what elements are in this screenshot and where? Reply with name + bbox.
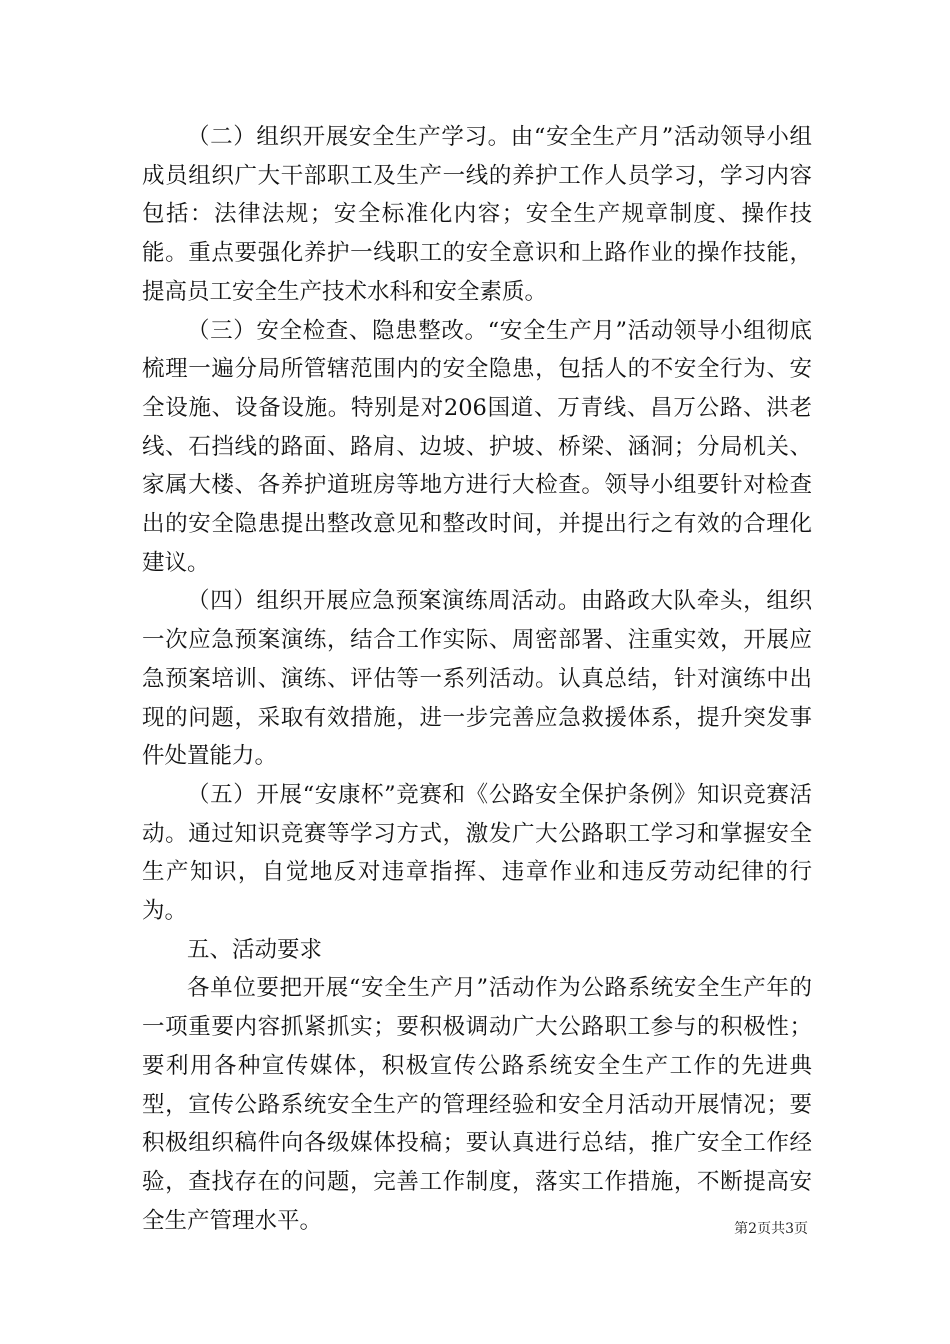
paragraph-requirements: 各单位要把开展“安全生产月”活动作为公路系统安全生产年的一项重要内容抓紧抓实；要积极调动广大公路职工参与的积极性；要利用各种宣传媒体，积极宣传公路系统安全生产工作的先进典型，宣传公路系统安全生产的管理经验和安全月活动开展情况；要积极组织稿件向各级媒体投稿；要认真进行总结，推广安全工作经验，查找存在的问题，完善工作制度，落实工作措施，不断提高安全生产管理水平。 [142, 975, 812, 1234]
paragraph-inspection: （三）安全检查、隐患整改。“安全生产月”活动领导小组彻底梳理一遍分局所管辖范围内的安全隐患，包括人的不安全行为、安全设施、设备设施。特别是对206国道、万青线、昌万公路、洪老线、石挡线的路面、路肩、边坡、护坡、桥梁、涵洞；分局机关、家属大楼、各养护道班房等地方进行大检查。领导小组要针对检查出的安全隐患提出整改意见和整改时间，并提出行之有效的合理化建议。 [142, 317, 812, 576]
paragraph-competition: （五）开展“安康杯”竞赛和《公路安全保护条例》知识竞赛活动。通过知识竞赛等学习方式，激发广大公路职工学习和掌握安全生产知识，自觉地反对违章指挥、违章作业和违反劳动纪律的行为。 [142, 781, 812, 925]
page-number: 第2页共3页 [734, 1221, 808, 1237]
section-heading: 五、活动要求 [187, 936, 323, 963]
paragraph-drill: （四）组织开展应急预案演练周活动。由路政大队牵头，组织一次应急预案演练，结合工作实际、周密部署、注重实效，开展应急预案培训、演练、评估等一系列活动。认真总结，针对演练中出现的问题，采取有效措施，进一步完善应急救援体系，提升突发事件处置能力。 [142, 588, 812, 770]
paragraph-study: （二）组织开展安全生产学习。由“安全生产月”活动领导小组成员组织广大干部职工及生产一线的养护工作人员学习，学习内容包括：法律法规；安全标准化内容；安全生产规章制度、操作技能。重点要强化养护一线职工的安全意识和上路作业的操作技能，提高员工安全生产技术水科和安全素质。 [142, 124, 812, 305]
document-body [142, 118, 812, 1240]
